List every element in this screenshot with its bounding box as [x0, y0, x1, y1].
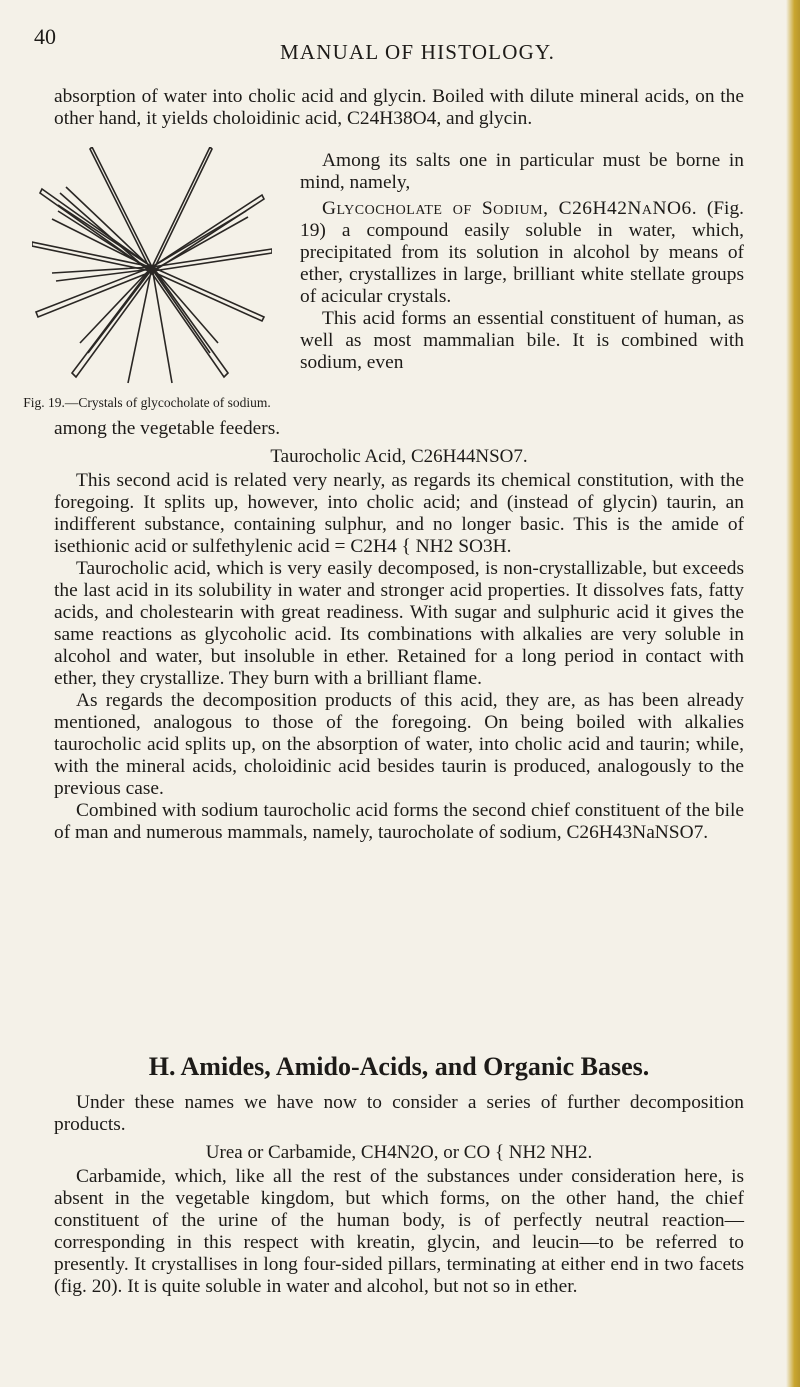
figure-19	[32, 147, 272, 392]
salts-paragraph: Among its salts one in particular must be borne in mind, namely,	[300, 150, 744, 193]
beside-figure-text	[300, 150, 744, 374]
urea-paragraph: Carbamide, which, like all the rest of the substances under consideration here, is absent in the vegetable kingdom, but which forms, on the other hand, the chief constituent of the urine of the human body, is of perfectly neutral reaction—corresponding in this respect with kreatin, glycin, and leucin—to be referred to presently. It crystallises in long four-sided pillars, terminating at either end in two facets (fig. 20). It is quite soluble in water and alcohol, but not so in ether.	[54, 1166, 744, 1297]
page-edge	[786, 0, 800, 1387]
taurocholic-paragraph-4: Combined with sodium taurocholic acid forms the second chief constituent of the bile of man and numerous mammals, namely, taurocholate of sodium, C26H43NaNSO7.	[54, 800, 744, 843]
constituent-paragraph: This acid forms an essential constituent of human, as well as most mammalian bile. It is combined with sodium, even	[300, 308, 744, 373]
main-text	[54, 418, 744, 844]
after-figure-text: among the vegetable feeders.	[54, 418, 281, 439]
crystal-illustration	[32, 147, 272, 387]
figure-caption: Fig. 19.—Crystals of glycocholate of sodium.	[23, 395, 271, 410]
urea-heading: Urea or Carbamide, CH4N2O, or CO { NH2 NH2.	[205, 1142, 593, 1163]
section-heading: H. Amides, Amido-Acids, and Organic Bases.	[148, 1052, 650, 1081]
section-text	[54, 1092, 744, 1298]
glycocholate-text: (Fig. 19) a compound easily soluble in water, which, precipitated from its solution in alcohol by means of ether, crystallizes in large, brilliant white stellate groups of acicular crystals.	[300, 198, 744, 307]
intro-paragraph	[54, 86, 744, 130]
glycocholate-paragraph	[300, 198, 744, 308]
page-number: 40	[34, 24, 56, 49]
section-intro: Under these names we have now to consider a series of further decomposition products.	[54, 1092, 744, 1135]
taurocholic-paragraph-1: This second acid is related very nearly, as regards its chemical constitution, with the foregoing. It splits up, however, into cholic acid; and (instead of glycin) taurin, an indifferent substance, containing sulphur, and no longer basic. This is the amide of isethionic acid or sulfethylenic acid = C2H4 { NH2 SO3H.	[54, 470, 744, 557]
taurocholic-paragraph-2: Taurocholic acid, which is very easily decomposed, is non-crystallizable, but exceeds the last acid in its solubility in water and stronger acid properties. It dissolves fats, fatty acids, and cholestearin with great readiness. With sugar and sulphuric acid it gives the same reactions as glycoholic acid. Its combinations with alkalies are very soluble in alcohol and water, but insoluble in ether. Retained for a long period in contact with ether, they crystallize. They burn with a brilliant flame.	[54, 558, 744, 689]
taurocholic-paragraph-3: As regards the decomposition products of this acid, they are, as has been already mentioned, analogous to those of the foregoing. On being boiled with alkalies taurocholic acid splits up, on the absorption of water, into cholic acid and taurin; while, with the mineral acids, choloidinic acid besides taurin is produced, analogously to the previous case.	[54, 690, 744, 799]
glycocholate-heading: Glycocholate of Sodium, C26H42NaNO6.	[322, 198, 698, 219]
running-head: MANUAL OF HISTOLOGY.	[280, 40, 556, 64]
intro-text: absorption of water into cholic acid and glycin. Boiled with dilute mineral acids, on the other hand, it yields choloidinic acid, C24H38O4, and glycin.	[54, 86, 744, 129]
taurocholic-heading: Taurocholic Acid, C26H44NSO7.	[270, 446, 528, 467]
